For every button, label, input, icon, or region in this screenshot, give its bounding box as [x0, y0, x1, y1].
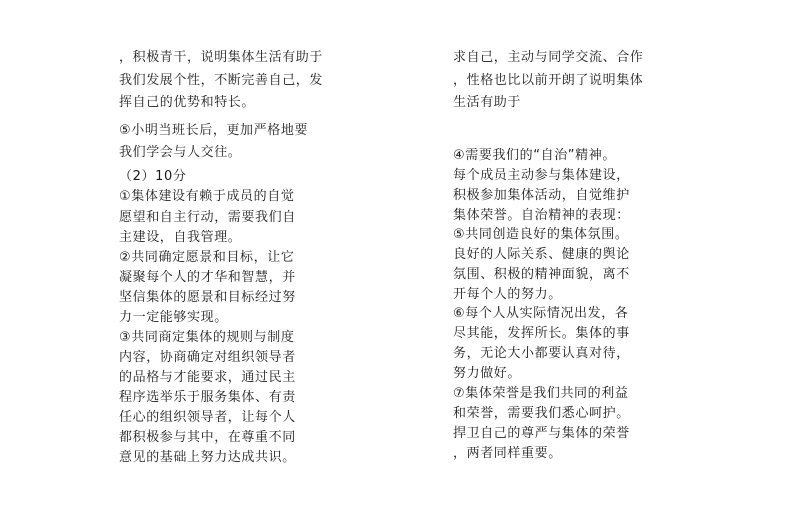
text-line: 良好的人际关系、健康的舆论: [453, 247, 630, 262]
text-line: ⑤小明当班长后，更加严格地要: [119, 123, 309, 138]
text-line: 愿望和自主行动，需要我们自: [119, 210, 296, 225]
text-line: 每个成员主动参与集体建设，: [453, 168, 630, 183]
text-line: ⑦集体荣誉是我们共同的利益: [453, 386, 629, 401]
text-line: 生活有助于: [453, 95, 522, 110]
text-line: ⑥每个人从实际情况出发，各: [453, 306, 629, 321]
text-line: 的品格与才能要求，通过民主: [119, 370, 296, 385]
text-line: 程序选举乐于服务集体、有责: [119, 390, 296, 405]
text-line: ②共同确定愿景和目标，让它: [119, 250, 295, 265]
text-line: 挥自己的优势和特长。: [119, 95, 256, 110]
text-line: 意见的基础上努力达成共识。: [119, 450, 296, 465]
right-column: [453, 0, 693, 507]
text-line: 我们发展个性，不断完善自己，发: [119, 73, 324, 88]
text-line: 力一定能够实现。: [119, 310, 228, 325]
text-line: 主建设，自我管理。: [119, 230, 242, 245]
text-line: 凝聚每个人的才华和智慧，并: [119, 270, 296, 285]
text-line: 我们学会与人交往。: [119, 145, 242, 160]
text-line: 积极参加集体活动，自觉维护: [453, 188, 630, 203]
text-line: ，积极青干，说明集体生活有助于: [119, 50, 324, 65]
text-line: 和荣誉，需要我们悉心呵护。: [453, 406, 630, 421]
text-line: 集体荣誉。自治精神的表现：: [453, 208, 630, 223]
text-line: 开每个人的努力。: [453, 287, 562, 302]
text-line: 任心的组织领导者，让每个人: [119, 410, 296, 425]
text-line: 努力做好。: [453, 366, 522, 381]
text-line: 求自己，主动与同学交流、合作: [453, 50, 644, 65]
text-line: 都积极参与其中，在尊重不同: [119, 430, 296, 445]
text-line: 氛围、积极的精神面貌，离不: [453, 267, 630, 282]
text-line: 务，无论大小都要认真对待，: [453, 346, 630, 361]
text-line: 坚信集体的愿景和目标经过努: [119, 290, 296, 305]
text-line: ④需要我们的“自治”精神。: [453, 148, 616, 163]
left-column: [119, 0, 359, 507]
text-line: 捍卫自己的尊严与集体的荣誉: [453, 426, 630, 441]
text-line: 内容，协商确定对组织领导者: [119, 350, 296, 365]
text-line: ，性格也比以前开朗了说明集体: [453, 73, 644, 88]
text-line: （2）10分: [119, 169, 187, 184]
text-line: ⑤共同创造良好的集体氛围。: [453, 227, 629, 242]
text-line: ③共同商定集体的规则与制度: [119, 330, 295, 345]
text-line: ，两者同样重要。: [453, 446, 562, 461]
text-line: ①集体建设有赖于成员的自觉: [119, 189, 295, 204]
text-line: 尽其能，发挥所长。集体的事: [453, 326, 630, 341]
